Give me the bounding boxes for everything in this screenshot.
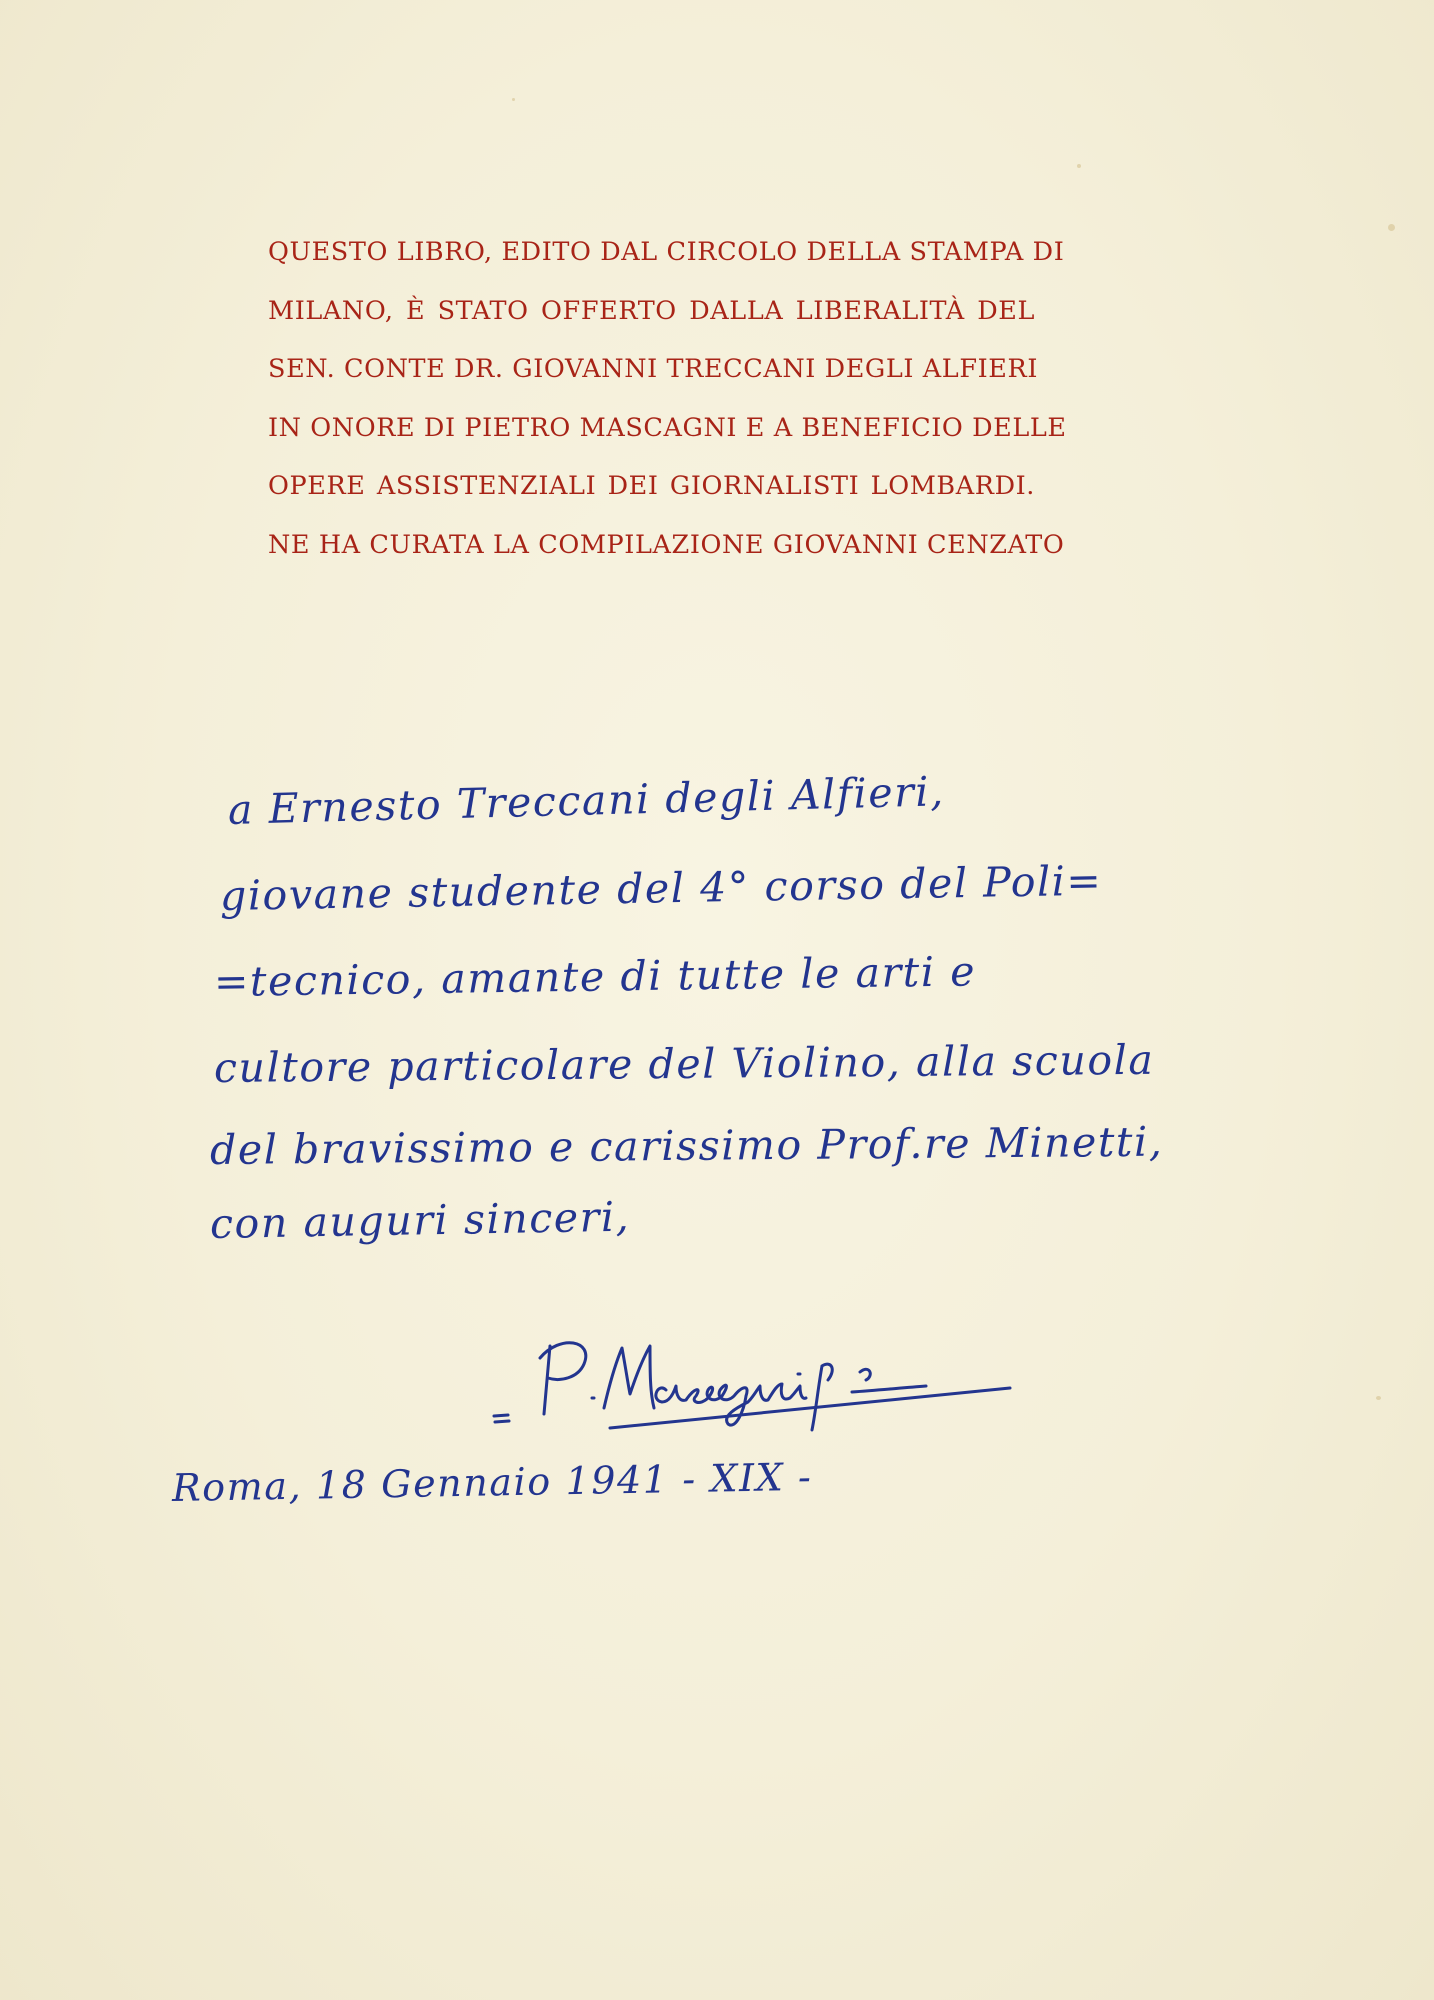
mascagni-signature xyxy=(490,1318,1030,1438)
inscription-line: del bravissimo e carissimo Prof.re Minetti, xyxy=(209,1117,1164,1174)
inscription-line: cultore particolare del Violino, alla scuola xyxy=(213,1035,1155,1092)
inscription-line: con auguri sinceri, xyxy=(209,1192,631,1248)
inscription-line: a Ernesto Treccani degli Alfieri, xyxy=(227,767,946,834)
printed-line: IN ONORE DI PIETRO MASCAGNI E A BENEFICIO DELLE xyxy=(268,412,1067,443)
inscription-date: Roma, 18 Gennaio 1941 - XIX - xyxy=(171,1454,813,1510)
inscription-line: giovane studente del 4° corso del Poli= xyxy=(219,856,1103,920)
printed-line: OPERE ASSISTENZIALI DEI GIORNALISTI LOMBARDI. xyxy=(268,471,1035,502)
printed-line: NE HA CURATA LA COMPILAZIONE GIOVANNI CENZATO xyxy=(268,529,1065,560)
inscription-line: =tecnico, amante di tutte le arti e xyxy=(213,947,977,1006)
printed-line: MILANO, È STATO OFFERTO DALLA LIBERALITÀ DEL xyxy=(268,295,1035,326)
printed-line: SEN. CONTE DR. GIOVANNI TRECCANI DEGLI ALFIERI xyxy=(268,354,1038,385)
printed-line: QUESTO LIBRO, EDITO DAL CIRCOLO DELLA STAMPA DI xyxy=(268,237,1065,267)
